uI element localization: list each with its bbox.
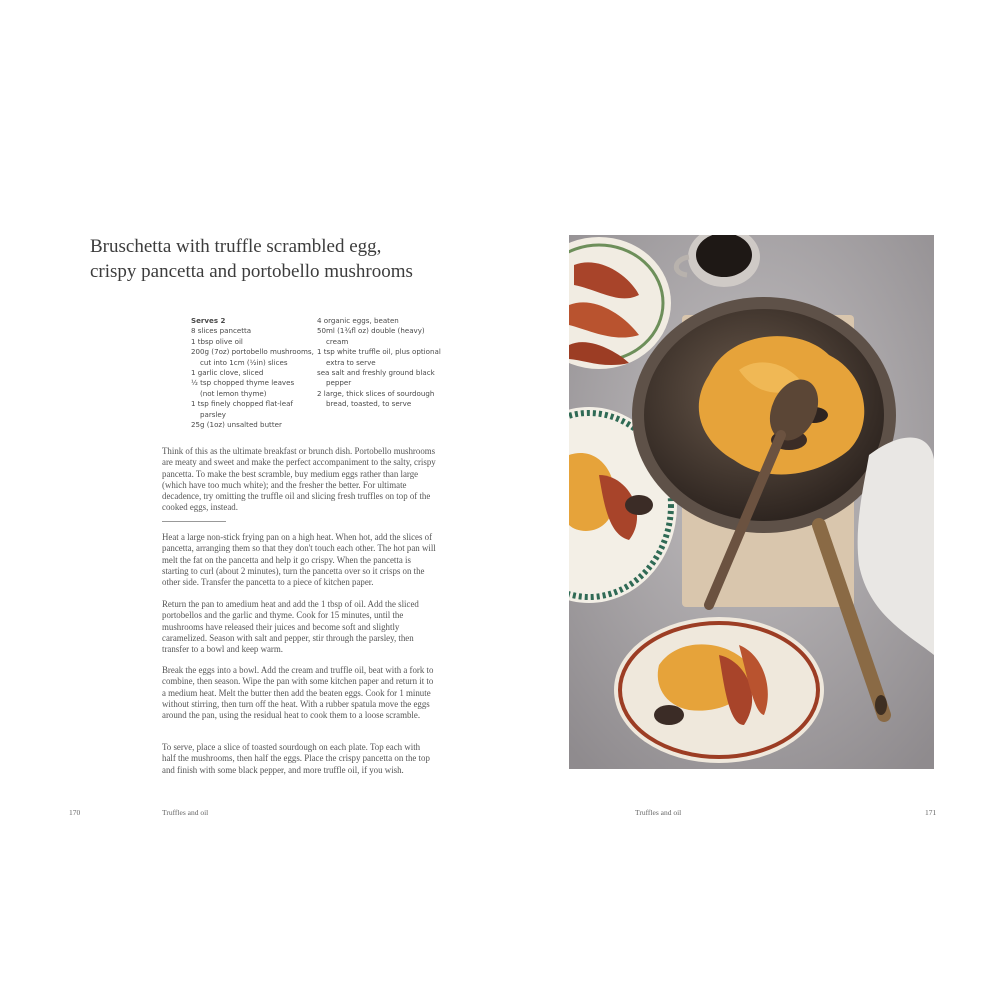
right-page-number: 171 [925, 808, 937, 817]
intro-paragraph: Think of this as the ultimate breakfast or brunch dish. Portobello mushrooms are meaty and sweet and make the perfect accompaniment to the salty, crispy pancetta. To make the best scramble, buy medium eggs rather than large (which have too much white); and the fresher the better. For ultimate decadence, try omitting the truffle oil and slicing fresh truffles on top of the cooked eggs, instead. [162, 446, 436, 513]
food-photo-illustration [569, 235, 934, 769]
recipe-title-line-2: crispy pancetta and portobello mushrooms [90, 261, 413, 282]
ingredient-line: parsley [200, 409, 226, 419]
ingredient-line: 4 organic eggs, beaten [317, 316, 399, 325]
ingredients-column-2 [317, 316, 447, 410]
ingredient-line: ½ tsp chopped thyme leaves [191, 378, 295, 388]
ingredient-line: 1 tsp finely chopped flat-leaf [191, 399, 293, 409]
ingredient-line: pepper [326, 378, 352, 388]
ingredient-line: 1 tsp white truffle oil, plus optional [317, 347, 441, 357]
ingredient-line: (not lemon thyme) [200, 388, 267, 398]
ingredients-column-1 [191, 316, 314, 430]
ingredient-line: 25g (1oz) unsalted butter [191, 420, 282, 430]
section-divider [162, 521, 226, 522]
ingredient-line: bread, toasted, to serve [326, 399, 412, 409]
method-step-1: Heat a large non-stick frying pan on a high heat. When hot, add the slices of pancetta, arranging them so that they don't touch each other. The hot pan will melt the fat on the pancetta and help it go crispy. When the pancetta is starting to curl (about 2 minutes), turn the pancetta over so it crisps on the other side. Transfer the pancetta to a piece of kitchen paper. [162, 532, 436, 588]
ingredient-line: 50ml (1¾fl oz) double (heavy) [317, 326, 425, 336]
method-step-4: To serve, place a slice of toasted sourdough on each plate. Top each with half the mushrooms, then half the eggs. Place the crispy pancetta on the top and finish with some black pepper, and more truffle oil, if you wish. [162, 742, 430, 775]
recipe-title-line-1: Bruschetta with truffle scrambled egg, [90, 236, 382, 257]
right-running-footer: Truffles and oil [635, 808, 682, 817]
left-page-number: 170 [69, 808, 81, 817]
method-step-2: Return the pan to amedium heat and add the 1 tbsp of oil. Add the sliced portobellos and the garlic and thyme. Cook for 15 minutes, until the mushrooms have released their juices and become soft and slightly caramelized. Season with salt and pepper, stir through the parsley, then transfer to a bowl and keep warm. [162, 599, 419, 655]
ingredient-line: 1 tbsp olive oil [191, 336, 243, 346]
ingredient-line: 2 large, thick slices of sourdough [317, 388, 435, 398]
ingredient-line: cut into 1cm (½in) slices [200, 357, 288, 367]
ingredient-line: cream [326, 336, 349, 346]
ingredient-line: 200g (7oz) portobello mushrooms, [191, 347, 314, 357]
ingredient-line: extra to serve [326, 357, 376, 367]
ingredient-line: 8 slices pancetta [191, 326, 252, 336]
food-photograph [569, 235, 934, 769]
ingredient-line: 1 garlic clove, sliced [191, 368, 264, 378]
method-step-3: Break the eggs into a bowl. Add the cream and truffle oil, beat with a fork to combine, then season. Wipe the pan with some kitchen paper and return it to a medium heat. Melt the butter then add the beaten eggs. Cook for 1 minute without stirring, then turn off the heat. With a rubber spatula move the eggs around the pan, using the residual heat to cook them to a loose scramble. [162, 665, 434, 721]
recipe-title [90, 234, 510, 284]
ingredient-line: sea salt and freshly ground black [317, 368, 435, 378]
plate-bottom [614, 617, 824, 763]
left-running-footer: Truffles and oil [162, 808, 209, 817]
serves-label: Serves 2 [191, 316, 226, 325]
